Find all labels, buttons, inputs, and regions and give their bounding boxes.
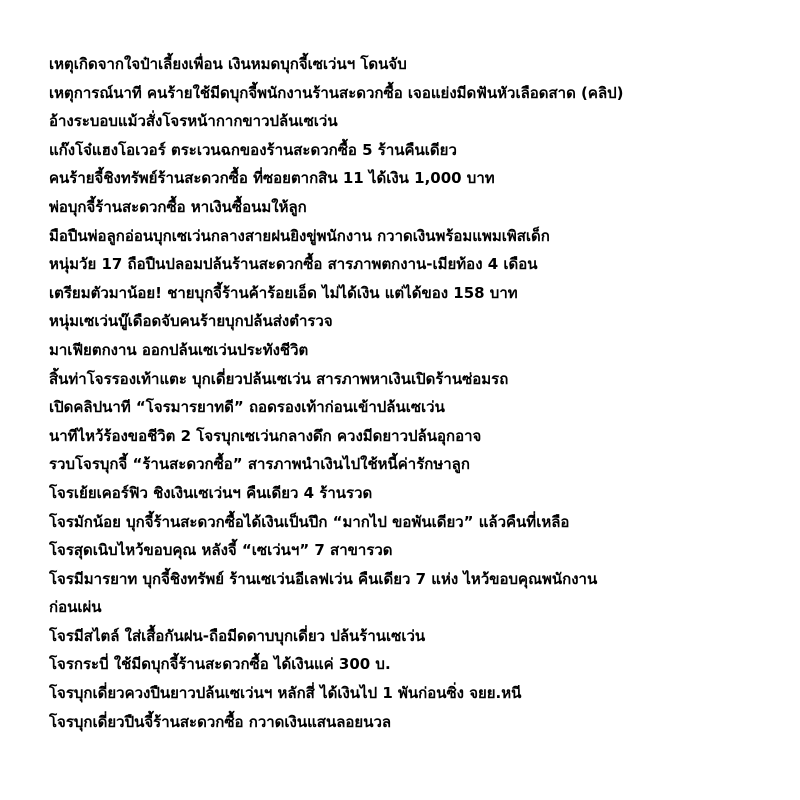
headline: มือปืนพ่อลูกอ่อนบุกเซเว่นกลางสายฝนยิงขู่พนักงาน กวาดเงินพร้อมแพมเพิสเด็ก (49, 226, 550, 245)
headline: โจรบุกเดี่ยวควงปืนยาวปล้นเซเว่นฯ หลักสี่ ได้เงินไป 1 พันก่อนซิ่ง จยย.หนี (49, 684, 522, 703)
headline: มาเฟียตกงาน ออกปล้นเซเว่นประทังชีวิต (49, 340, 309, 359)
headline: โจรเย้ยเคอร์ฟิว ชิงเงินเซเว่นฯ คืนเดียว 4 ร้านรวด (49, 483, 373, 502)
headline: รวบโจรบุกจี้ “ร้านสะดวกซื้อ” สารภาพนำเงินไปใช้หนี้ค่ารักษาลูก (49, 455, 470, 474)
headline: อ้างระบอบแม้วสั่งโจรหน้ากากขาวปล้นเซเว่น (49, 112, 338, 131)
headline: คนร้ายจี้ชิงทรัพย์ร้านสะดวกซื้อ ที่ซอยตากสิน 11 ได้เงิน 1,000 บาท (49, 169, 495, 188)
headline: เตรียมตัวมาน้อย! ชายบุกจี้ร้านค้าร้อยเอ็ด ไม่ได้เงิน แต่ได้ของ 158 บาท (49, 283, 518, 302)
headline: โจรบุกเดี่ยวปืนจี้ร้านสะดวกซื้อ กวาดเงินแสนลอยนวล (49, 712, 392, 731)
headline: นาทีไหว้ร้องขอชีวิต 2 โจรบุกเซเว่นกลางดึก ควงมีดยาวปล้นอุกอาจ (49, 426, 482, 445)
headline-continuation: ก่อนเผ่น (49, 598, 102, 617)
headline: เปิดคลิปนาที “โจรมารยาทดี” ถอดรองเท้าก่อนเข้าปล้นเซเว่น (49, 398, 445, 417)
headline: เหตุการณ์นาที คนร้ายใช้มีดบุกจี้พนักงานร้านสะดวกซื้อ เจอแย่งมีดฟันหัวเลือดสาด (คลิป) (49, 83, 624, 102)
headline: โจรมีสไตล์ ใส่เสื้อกันฝน-ถือมีดดาบบุกเดี่ยว ปล้นร้านเซเว่น (49, 626, 426, 645)
headline: แก๊งโจ๋แฮงโอเวอร์ ตระเวนฉกของร้านสะดวกซื้อ 5 ร้านคืนเดียว (49, 140, 457, 159)
headline: โจรกระบี่ ใช้มีดบุกจี้ร้านสะดวกซื้อ ได้เงินแค่ 300 บ. (49, 655, 391, 674)
headline: โจรมีมารยาท บุกจี้ชิงทรัพย์ ร้านเซเว่นอีเลฟเว่น คืนเดียว 7 แห่ง ไหว้ขอบคุณพนักงาน (49, 569, 598, 588)
headline: โจรมักน้อย บุกจี้ร้านสะดวกซื้อได้เงินเป็นปึก “มากไป ขอพันเดียว” แล้วคืนที่เหลือ (49, 512, 570, 531)
headline: พ่อบุกจี้ร้านสะดวกซื้อ หาเงินซื้อนมให้ลูก (49, 197, 307, 216)
headline: หนุ่มวัย 17 ถือปืนปลอมปล้นร้านสะดวกซื้อ สารภาพตกงาน-เมียท้อง 4 เดือน (49, 255, 538, 274)
headline: สิ้นท่าโจรรองเท้าแตะ บุกเดี่ยวปล้นเซเว่น สารภาพหาเงินเปิดร้านซ่อมรถ (49, 369, 509, 388)
headline-list (49, 50, 789, 736)
headline: โจรสุดเนิบไหว้ขอบคุณ หลังจี้ “เซเว่นฯ” 7 สาขารวด (49, 541, 393, 560)
headline: หนุ่มเซเว่นบู๊เดือดจับคนร้ายบุกปล้นส่งตำรวจ (49, 312, 333, 331)
headline: เหตุเกิดจากใจป๋าเลี้ยงเพื่อน เงินหมดบุกจี้เซเว่นฯ โดนจับ (49, 55, 407, 73)
